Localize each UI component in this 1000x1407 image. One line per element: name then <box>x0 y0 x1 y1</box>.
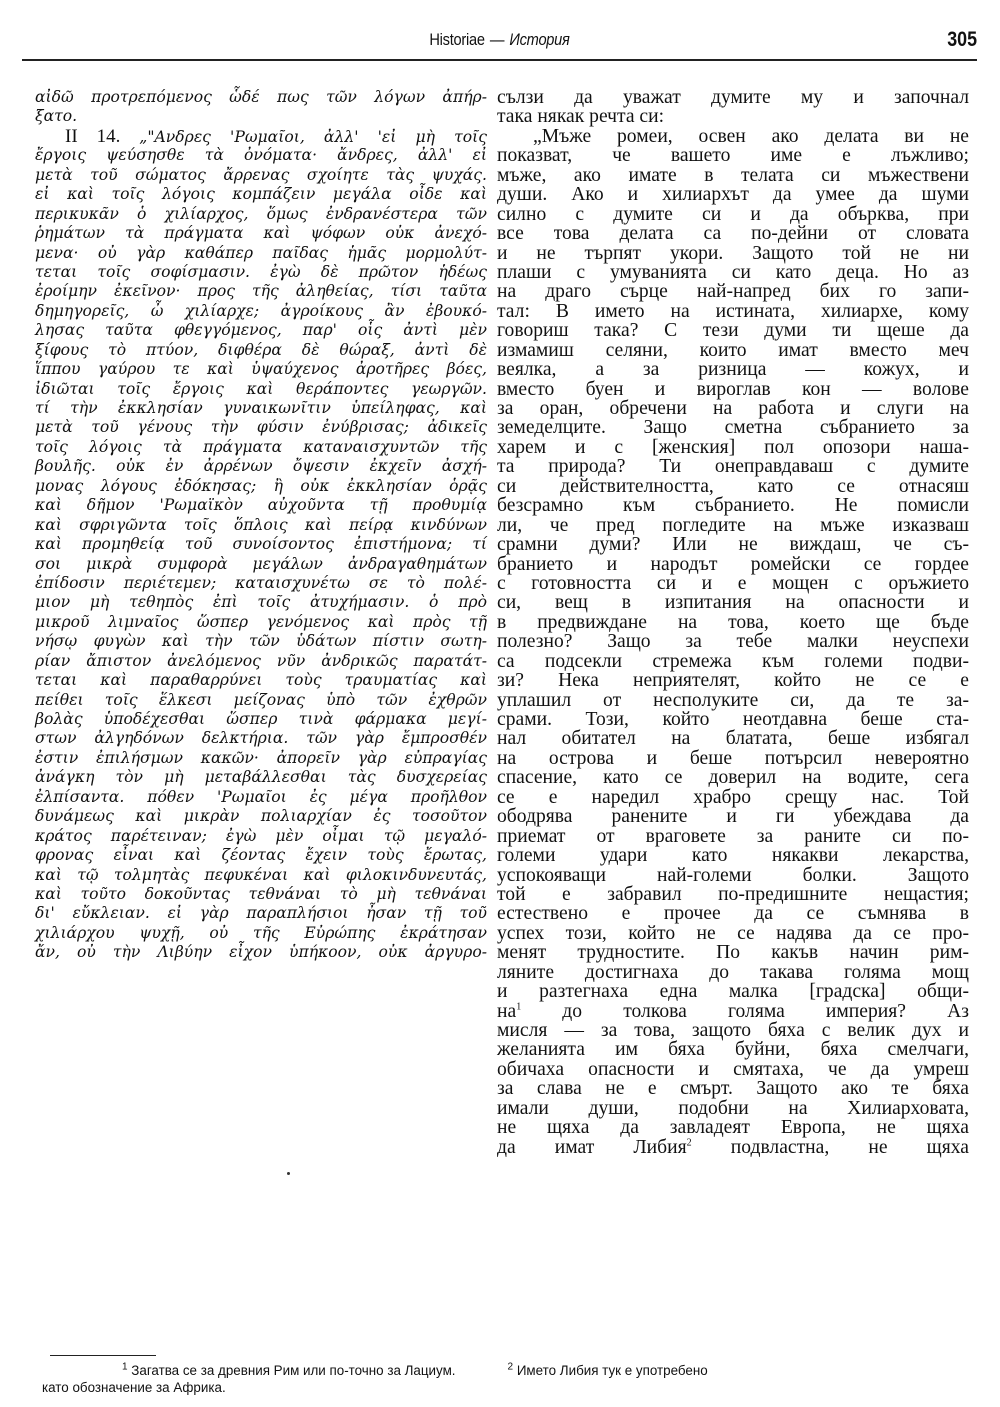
footnote-reference: 2 <box>686 1137 692 1149</box>
text-line: δυνάμεως καὶ μικρὰν πολιαρχίαν ἐς τοσοῦτον <box>35 807 487 826</box>
text-line: желанията им бяха буйни, бяха смелчаги, <box>497 1039 969 1061</box>
text-line: силно с думите си и да обърква, при <box>497 203 969 225</box>
text-line: все това делата са по-дейни от словата <box>497 223 969 245</box>
text-line: καὶ δῆμον 'Ρωμαϊκὸν αὐχοῦντα τῇ προθυμίᾳ <box>35 496 487 515</box>
text-line: περικυκᾶν ὁ χιλίαρχος, ὅμως ἐνδρανέστερα τῶν <box>35 204 487 223</box>
running-title <box>89 30 910 50</box>
text-line: се е наредил храбро срещу нас. Той <box>497 786 969 808</box>
text-line: αἰδῶ προτρεπόμενος ὧδέ πως τῶν λόγων ἀπήρ- <box>35 88 487 106</box>
text-line: безсрамно към събранието. Не помисли <box>497 495 969 517</box>
text-line: успокояващи най-големи болки. Защото <box>497 864 969 886</box>
text-line: говориш така? С тези думи ти щеше да <box>497 320 969 342</box>
footnote-line-2: като обозначение за Африка. <box>42 1380 226 1395</box>
text-line: измамиш селяни, които имат вместо меч <box>497 339 969 361</box>
text-line: βολὰς ὑποδέχεσθαι ὥσπερ τινὰ φάρμακα μεγί- <box>35 710 487 728</box>
text-line: са подсекли стремежа към големи подви- <box>497 650 969 672</box>
text-line: срами. Този, който неотдавна беше ста- <box>497 709 969 730</box>
text-line: ἵππου γαύρου τε καὶ ὑψαύχενος ἀροτῆρες βόες, <box>35 360 487 379</box>
text-line: μικροῦ λιμναῖος ὥσπερ γενόμενος καὶ πρὸς τῇ <box>35 612 487 631</box>
text-line: бранието и народът ромейски се гордее <box>497 553 969 575</box>
text-line: ἰδιῶται τοῖς ἔργοις καὶ θεράποντες γεωργῶν. <box>35 379 487 398</box>
text-line: ли, че пред погледите на мъже изказваш <box>497 514 969 536</box>
header-rule <box>22 59 977 61</box>
text-line: да имат Либия$^2$ подвластна, не щяха <box>497 1136 969 1158</box>
text-line: εἰ καὶ τοῖς λόγοις κομπάζειν μεγάλα οἶδε καὶ <box>35 185 487 204</box>
text-line: ἄν, οὐ τὴν Λιβύην εἶχον ὑπήκοον, οὐκ ἀργυρο- <box>35 943 487 962</box>
text-line: успех този, който не се надява да се про- <box>497 922 969 944</box>
text-line: καὶ τῷ τολμητὰς πεφυκέναι καὶ φιλοκινδυνευτάς, <box>35 865 487 884</box>
text-line: φρονας εἶναι καὶ ζέοντας ἔχειν τοὺς ἔρωτας, <box>35 846 487 865</box>
section-number: II 14. <box>65 125 140 147</box>
text-line: мъже, ако имате в телата си мъжествени <box>497 164 969 186</box>
text-line: за оран, обречени на работа и слуги на <box>497 398 969 419</box>
text-line: си, вещ в изпитания на опасности и <box>497 592 969 614</box>
text-line: μετὰ τοῦ γένους τὴν φύσιν ἐνύβρισας; ἀδικεῖς <box>35 418 487 437</box>
text-line: μετὰ τοῦ σώματος ἄρρενας σχοίητε τὰς ψυχάς. <box>35 165 487 184</box>
text-line: ἔργοις ψεύσησθε τὰ ὀνόματα· ἄνδρες, ἀλλ' εἰ <box>35 146 487 165</box>
text-line: веялка, а за ризница — кожух, и <box>497 359 969 381</box>
running-title-separator: — <box>489 30 505 49</box>
text-line: μιον μὴ τεθηπὸς ἐπὶ τοῖς ἀτυχήμασιν. ὁ πρὸ <box>35 593 487 612</box>
text-line: χιλιάρχου ψυχῇ, οὐ τῆς Εὐρώπης ἐκράτησαν <box>35 923 487 942</box>
text-line: не щяха да завладеят Европа, не щяха <box>497 1117 969 1139</box>
footnote-reference: 1 <box>516 1001 522 1013</box>
text-line: уплашил от несполуките си, да те за- <box>497 689 969 711</box>
text-line: σοι μικρὰ συμφορὰ μεγάλων ἀνδραγαθημάτων <box>35 554 487 573</box>
text-line: ἐστιν ἐπιλήσμων κακῶν· ἀπορεῖν γὰρ εὐπραγίας <box>35 748 487 767</box>
text-line: ἐροίμην ἐκεῖνον· προς τῆς ἀληθείας, τίσι ταῦτα <box>35 282 487 301</box>
text-line: обичаха опасности и смятаха, че да умреш <box>497 1058 969 1080</box>
text-line: ἀνάγκη τὸν μὴ μεταβάλλεσθαι τὰς δυσχερείας <box>35 768 487 787</box>
text-line: καὶ σφριγῶντα τοῖς ὅπλοις καὶ πείρᾳ κινδύνων <box>35 515 487 534</box>
text-line: τοῖς λόγοις τὰ πράγματα καταναισχυντῶν τῆς <box>35 437 487 456</box>
text-line: вместо буен и вироглав кон — волове <box>497 378 969 400</box>
text-line: II 14. „"Ανδρες 'Ρωμαῖοι, ἀλλ' 'εἰ μὴ τοῖς <box>65 125 488 147</box>
text-line: ῥημάτων τὰ πράγματα καὶ ψόφων οὐκ ἀνεχό- <box>35 224 487 243</box>
footnote-line-1 <box>42 1362 902 1379</box>
text-line: плаши с умуванията си като деца. Но аз <box>497 261 969 283</box>
text-line: така някак речта си: <box>497 106 665 128</box>
text-line: той е забравил по-предишните нещастия; <box>497 883 969 905</box>
running-header <box>22 28 977 58</box>
text-line: големи удари като някакви лекарства, <box>497 845 969 867</box>
text-line: земеделците. Защо сметна събранието за <box>497 417 969 439</box>
text-line: λησας ταῦτα φθεγγόμενος, παρ' οἷς ἀντὶ μὲν <box>35 321 487 340</box>
text-line: души. Ако и хилиархът да умее да шуми <box>497 184 969 206</box>
text-line: сълзи да уважат думите му и започнал <box>497 87 969 108</box>
footnote-2-text-start: Името Либия тук е употребено <box>516 1363 708 1378</box>
text-line: та природа? Ти онеправдаваш с думите <box>497 456 969 478</box>
text-line: естествено е прочее да се съмнява в <box>497 903 969 925</box>
text-line: на драго сърце най-напред бих го запи- <box>497 281 969 303</box>
bulgarian-translation-column <box>497 88 969 1157</box>
text-line: зи? Нека неприятелят, който не се е <box>497 670 969 692</box>
text-line: на острова и беше потърсил невероятно <box>497 747 969 769</box>
text-line: ρίαν ἄπιστον ἀνελόμενος νῦν ἀνδρικῶς παρατάτ- <box>35 651 487 670</box>
text-line: μονας λόγους ἐδόκησας; ἢ οὐκ ἐκκλησίαν ὁρᾷς <box>35 476 487 495</box>
text-line: τεται καὶ παραθαρρύνει τοὺς τραυματίας καὶ <box>35 671 487 690</box>
text-line: στων ἀλγηδόνων δελκτήρια. τῶν γὰρ ἔμπροσθέν <box>35 729 487 748</box>
text-line: τεται τοῖς σοφίσμασιν. ἐγὼ δὲ πρῶτον ἡδέως <box>35 262 487 281</box>
text-line: κράτος παρέτειναν; ἐγὼ μὲν οἶμαι τῷ μεγαλό- <box>35 826 487 845</box>
page-number: 305 <box>947 28 977 51</box>
text-line: νήσῳ φυγὼν καὶ τὴν τῶν ὑδάτων πίστιν σωτη- <box>35 632 487 651</box>
text-line: ξατο. <box>35 107 78 126</box>
text-line: ἐλπίσαντα. πόθεν 'Ρωμαῖοι ἐς μέγα προῆλθον <box>35 787 487 806</box>
text-line: δημηγορεῖς, ὦ χιλίαρχε; ἀγροίκους ἂν ἐβουκό- <box>35 301 487 320</box>
footnote-rule <box>50 1355 156 1356</box>
text-line: и не търпят укори. Защото той не ни <box>497 242 969 264</box>
text-line: καὶ τοῦτο δοκοῦντας τεθνάναι τὸ μὴ τεθνάναι <box>35 884 487 903</box>
text-line: нал обитател на блатата, беше избягал <box>497 728 969 750</box>
text-line: πείθει τοῖς ἕλκεσι μείζονας ὑπὸ τῶν ἐχθρῶν <box>35 690 487 709</box>
text-line: имали души, подобни на Хилиарховата, <box>497 1097 969 1119</box>
text-line: ἐπίδοσιν περιέτεμεν; καταισχυνέτω σε τὸ πολέ- <box>35 573 487 592</box>
text-line: βουλῆς. οὐκ ἐν ἀρρένων ὄψεσιν ἐκχεῖν ἀσχή- <box>35 457 487 476</box>
footnotes <box>42 1362 902 1396</box>
text-line: полезно? Защо за тебе малки неуспехи <box>497 631 969 653</box>
footnote-1-text: Загатва се за древния Рим или по-точно за Лациум. <box>131 1363 456 1378</box>
text-line: с готовността си и е мощен с оръжието <box>497 572 969 594</box>
text-line: си действителността, като се отнасяш <box>497 475 969 497</box>
text-line: менят трудностите. По какъв начин рим- <box>497 942 969 964</box>
running-title-latin: Historiae <box>429 30 485 49</box>
text-line: срамни думи? Или не виждаш, че съ- <box>497 534 969 556</box>
text-line: тал: В името на истината, хилиархе, кому <box>497 300 969 322</box>
text-line: показват, че вашето име е лъжливо; <box>497 145 969 167</box>
text-line: мисля — за това, защото бяха с велик дух и <box>497 1020 969 1041</box>
print-speck <box>287 1172 290 1175</box>
text-line: καὶ προμηθείᾳ τοῦ συνοίσοντος ἐπιστήμονα; τί <box>35 535 487 554</box>
running-title-bulgarian: История <box>509 30 570 49</box>
text-line: δι' εὔκλειαν. εἰ γὰρ παραπλήσιοι ἦσαν τῇ τοῦ <box>35 904 487 923</box>
text-line: в предвиждане на това, което ще бъде <box>497 611 969 633</box>
text-line: ободрява ранените и ги убеждава да <box>497 806 969 828</box>
text-line: и разтегнаха една малка [градска] общи- <box>497 981 969 1003</box>
text-line: за слава не е смърт. Защото ако те бяха <box>497 1078 969 1100</box>
text-line: приемат от враговете за раните си по- <box>497 825 969 847</box>
footnote-marker-1: 1 <box>122 1361 128 1373</box>
text-line: спасение, като се доверил на водите, сега <box>497 767 969 789</box>
text-line: ξίφους τὸ πτύον, διφθέρα δὲ θώραξ, ἀντὶ δὲ <box>35 340 487 359</box>
footnote-marker-2: 2 <box>507 1361 514 1373</box>
greek-text-column <box>35 88 487 963</box>
text-line: μενα· οὐ γὰρ καθάπερ παῖδας ἡμᾶς μορμολύτ- <box>35 243 487 262</box>
text-line: ляните достигнаха до такава голяма мощ <box>497 961 969 983</box>
text-line: $на^1$ до толкова голяма империя? Аз <box>497 1000 969 1022</box>
text-line: τί τὴν ἐκκλησίαν γυναικωνῖτιν ὑπείληφας, καὶ <box>35 399 487 417</box>
text-line: харем и с [женския] пол опозори наша- <box>497 436 969 458</box>
text-line: „Мъже ромеи, освен ако делата ви не <box>533 125 969 147</box>
